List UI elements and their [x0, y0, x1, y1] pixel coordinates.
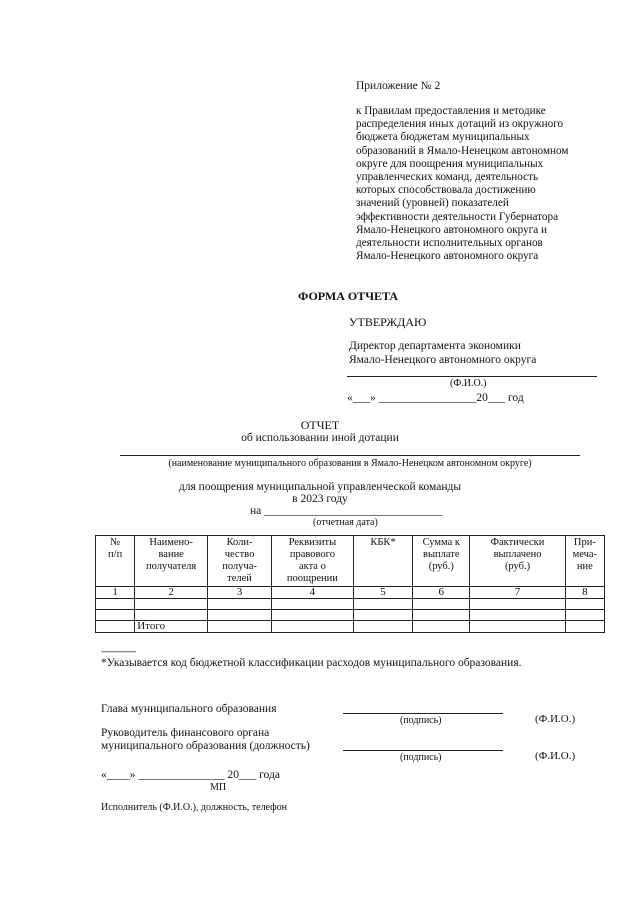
finance-signature-line [343, 750, 503, 751]
report-date-field [250, 505, 442, 517]
head-signature-caption: (подпись) [400, 715, 442, 726]
header-cell: Коли- чество получа- телей [208, 536, 272, 587]
column-number: 3 [208, 587, 272, 599]
footnote-text: *Указывается код бюджетной классификации расходов муниципального образования. [101, 657, 522, 669]
column-number: 6 [413, 587, 470, 599]
approval-date-line: «___» _________________20___ год [347, 392, 524, 404]
column-number: 5 [353, 587, 412, 599]
stamp-caption: МП [210, 782, 227, 793]
column-number: 2 [135, 587, 208, 599]
footnote-separator: -------------- [101, 646, 136, 656]
executor-line: Исполнитель (Ф.И.О.), должность, телефон [101, 802, 287, 813]
form-title: ФОРМА ОТЧЕТА [298, 289, 399, 303]
director-line: Ямало-Ненецкого автономного округа [349, 353, 537, 366]
table-row [96, 610, 605, 621]
rules-line: деятельности исполнительных органов [356, 237, 543, 250]
table-header-row [96, 536, 605, 587]
header-cell: КБК* [353, 536, 412, 587]
annex-title: Приложение № 2 [356, 80, 441, 92]
director-fio-caption: (Ф.И.О.) [450, 378, 487, 389]
finance-label [101, 727, 310, 752]
rules-line: эффективности деятельности Губернатора [356, 210, 559, 223]
annex-rules-reference [356, 105, 606, 263]
report-subtitle: об использовании иной дотации [241, 432, 399, 444]
finance-label-line: Руководитель финансового органа [101, 727, 270, 739]
header-cell: Сумма к выплате (руб.) [413, 536, 470, 587]
column-number-row [96, 587, 605, 599]
finance-label-line: муниципального образования (должность) [101, 739, 310, 752]
report-year: в 2023 году [292, 493, 348, 505]
column-number: 8 [565, 587, 604, 599]
report-table [95, 535, 605, 633]
director-line: Директор департамента экономики [349, 340, 521, 352]
rules-line: образований в Ямало-Ненецком автономном [356, 144, 569, 157]
rules-line: Ямало-Ненецкого автономного округа и [356, 223, 548, 236]
report-date-caption: (отчетная дата) [313, 517, 378, 528]
total-row [96, 621, 605, 633]
rules-line: округе для поощрения муниципальных [356, 157, 544, 170]
header-cell: Реквизиты правового акта о поощрении [271, 536, 353, 587]
rules-line: бюджета бюджетам муниципальных [356, 131, 530, 144]
rules-line: значений (уровней) показателей [356, 197, 509, 210]
column-number: 7 [470, 587, 565, 599]
director-signature-line [347, 376, 597, 377]
approve-heading: УТВЕРЖДАЮ [349, 315, 427, 329]
finance-fio-caption: (Ф.И.О.) [535, 750, 576, 762]
header-cell: № п/п [96, 536, 135, 587]
finance-signature-caption: (подпись) [400, 752, 442, 763]
signature-date-line: «____» _______________ 20___ года [101, 769, 280, 781]
report-purpose: для поощрения муниципальной управленческой команды [178, 481, 462, 493]
rules-line: к Правилам предоставления и методике [356, 105, 546, 117]
municipality-caption: (наименование муниципального образования в Ямало-Ненецком автономном округе) [168, 458, 532, 469]
header-cell: Фактически выплачено (руб.) [470, 536, 565, 587]
head-signature-line [343, 713, 503, 714]
total-label: Итого [135, 621, 208, 633]
director-title [349, 340, 536, 367]
rules-line: управленческих команд, деятельность [356, 171, 539, 184]
report-date-blank: _______________________________ [264, 505, 443, 517]
rules-line: которых способствовала достижению [356, 184, 536, 197]
header-cell: Наимено- вание получателя [135, 536, 208, 587]
column-number: 4 [271, 587, 353, 599]
report-date-prefix: на [250, 505, 262, 517]
report-title: ОТЧЕТ [300, 418, 340, 432]
rules-line: Ямало-Ненецкого автономного округа [356, 250, 539, 263]
header-cell: При- меча- ние [565, 536, 604, 587]
rules-line: распределения иных дотаций из окружного [356, 118, 564, 131]
head-label: Глава муниципального образования [101, 703, 277, 715]
table-row [96, 599, 605, 610]
column-number: 1 [96, 587, 135, 599]
head-fio-caption: (Ф.И.О.) [535, 713, 576, 725]
municipality-line [120, 455, 580, 456]
